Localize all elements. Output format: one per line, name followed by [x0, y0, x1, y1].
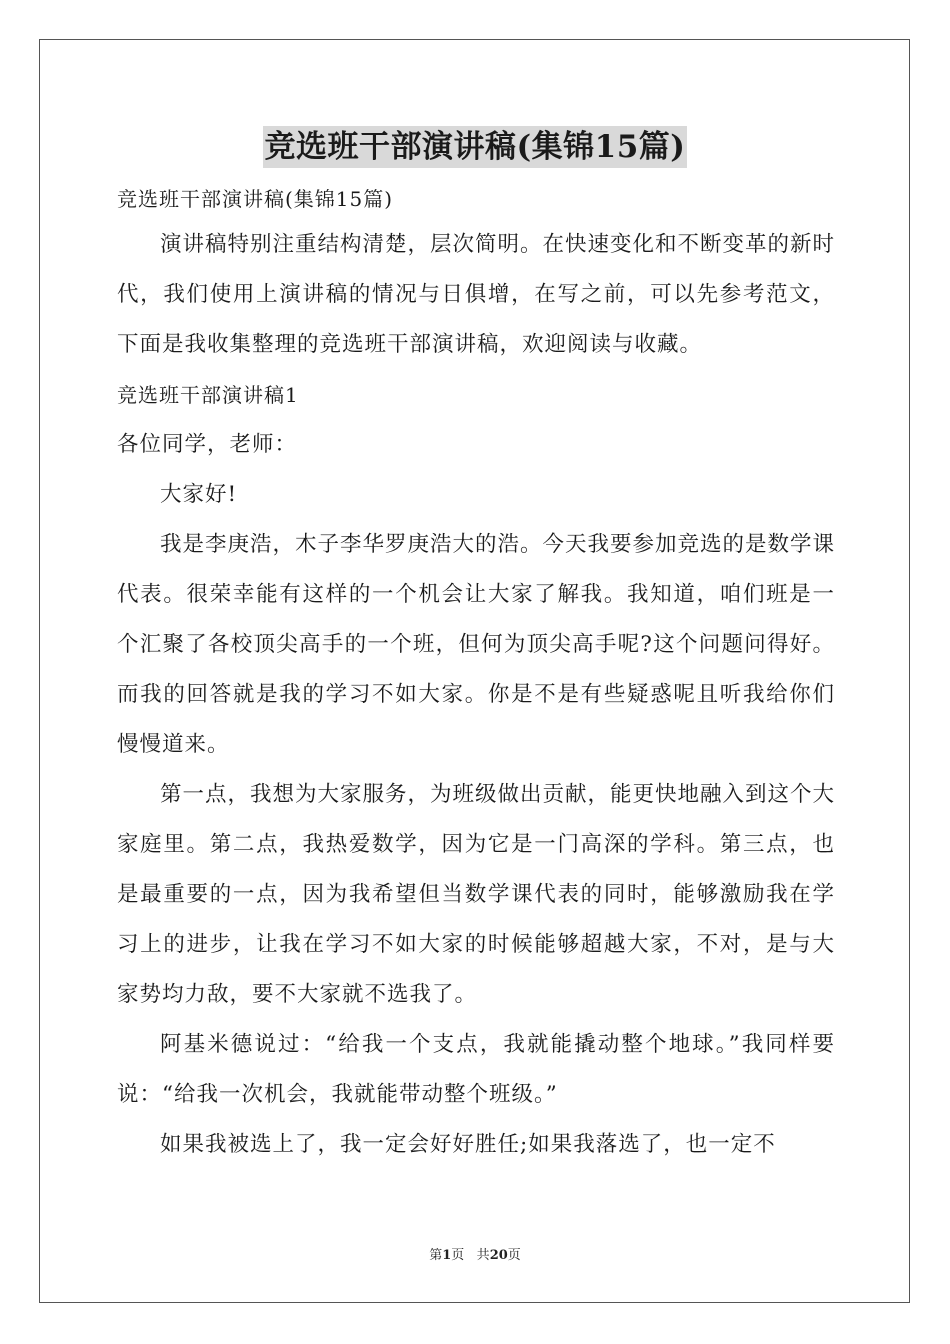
footer-page-suffix: 页: [451, 1248, 465, 1263]
document-body: [117, 178, 835, 1170]
intro-paragraph: 演讲稿特别注重结构清楚，层次简明。在快速变化和不断变革的新时代，我们使用上演讲稿的情况与日俱增，在写之前，可以先参考范文，下面是我收集整理的竞选班干部演讲稿，欢迎阅读与收藏。: [117, 232, 836, 357]
footer-total-prefix: 共: [476, 1248, 490, 1263]
paragraph-reasons: 第一点，我想为大家服务，为班级做出贡献，能更快地融入到这个大家庭里。第二点，我热爱数学，因为它是一门高深的学科。第三点，也是最重要的一点，因为我希望但当数学课代表的同时，能够激励我在学习上的进步，让我在学习不如大家的时候能够超越大家，不对，是与大家势均力敌，要不大家就不选我了。: [117, 782, 836, 1007]
document-title: 竞选班干部演讲稿(集锦15篇): [263, 126, 688, 168]
document-subtitle: 竞选班干部演讲稿(集锦15篇): [117, 187, 394, 211]
section-heading: 竞选班干部演讲稿1: [117, 383, 299, 407]
salutation: 各位同学，老师：: [117, 432, 298, 457]
paragraph-promise: 如果我被选上了，我一定会好好胜任;如果我落选了，也一定不: [160, 1132, 776, 1157]
paragraph-greeting: 大家好!: [160, 482, 238, 507]
footer-page-prefix: 第: [429, 1248, 443, 1263]
footer-page-number: 1: [442, 1248, 452, 1263]
paragraph-self-intro: 我是李庚浩，木子李华罗庚浩大的浩。今天我要参加竞选的是数学课代表。很荣幸能有这样的一个机会让大家了解我。我知道，咱们班是一个汇聚了各校顶尖高手的一个班，但何为顶尖高手呢?这个问题问得好。而我的回答就是我的学习不如大家。你是不是有些疑惑呢且听我给你们慢慢道来。: [117, 532, 836, 757]
footer-total-pages: 20: [489, 1248, 508, 1263]
footer-total-suffix: 页: [507, 1248, 521, 1263]
paragraph-quote: 阿基米德说过：“给我一个支点，我就能撬动整个地球。”我同样要说：“给我一次机会，我就能带动整个班级。”: [117, 1032, 835, 1107]
page-footer: [0, 1246, 950, 1266]
title-container: [0, 126, 950, 168]
